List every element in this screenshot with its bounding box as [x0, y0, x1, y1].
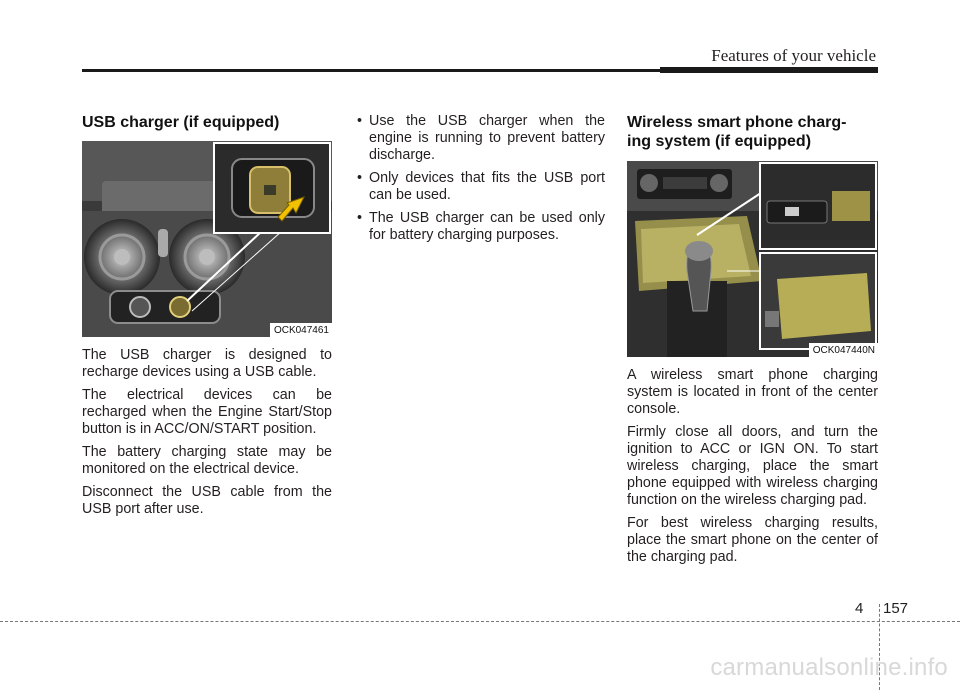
- wireless-paragraphs: [627, 367, 878, 566]
- header-title: Features of your vehicle: [711, 46, 876, 65]
- wireless-console-illustration: [627, 161, 878, 357]
- usb-paragraph: The USB charger is designed to recharge devices using a USB cable.: [82, 347, 332, 380]
- bullet-item: • Only devices that fits the USB port can be used.: [357, 170, 605, 203]
- usb-notes: [355, 113, 605, 250]
- chapter-number: 4: [855, 600, 864, 617]
- wireless-paragraph: Firmly close all doors, and turn the ignition to ACC or IGN ON. To start wireless charging, place the smart phone equipped with wireless charging function on the wireless charging pad.: [627, 424, 878, 508]
- usb-figure-code: OCK047461: [270, 323, 332, 337]
- wireless-figure-code: OCK047440N: [809, 343, 878, 357]
- footer-rule: [0, 621, 960, 622]
- usb-paragraph: Disconnect the USB cable from the USB port after use.: [82, 484, 332, 517]
- watermark: carmanualsonline.info: [710, 654, 948, 681]
- wireless-paragraph: A wireless smart phone charging system is located in front of the center console.: [627, 367, 878, 417]
- usb-bullet-list: [355, 113, 605, 244]
- usb-console-illustration: [82, 141, 332, 337]
- usb-paragraph: The battery charging state may be monitored on the electrical device.: [82, 444, 332, 477]
- bullet-text: The USB charger can be used only for battery charging purposes.: [369, 210, 605, 243]
- bullet-item: • Use the USB charger when the engine is running to prevent battery discharge.: [357, 113, 605, 163]
- bullet-item: • The USB charger can be used only for battery charging purposes.: [357, 210, 605, 243]
- header-rule-accent: [660, 67, 878, 73]
- wireless-charger-figure: [627, 161, 878, 357]
- usb-charger-figure: [82, 141, 332, 337]
- usb-paragraphs: [82, 347, 332, 518]
- wireless-section: [627, 113, 878, 572]
- wireless-paragraph: For best wireless charging results, place the smart phone on the center of the charging pad.: [627, 515, 878, 565]
- usb-paragraph: The electrical devices can be recharged when the Engine Start/Stop button is in ACC/ON/START position.: [82, 387, 332, 437]
- wireless-heading: [627, 113, 878, 151]
- bullet-text: Use the USB charger when the engine is running to prevent battery discharge.: [369, 113, 605, 163]
- usb-heading: USB charger (if equipped): [82, 114, 280, 131]
- wireless-heading-line1: Wireless smart phone charg-: [627, 114, 847, 131]
- bullet-text: Only devices that fits the USB port can be used.: [369, 170, 605, 203]
- wireless-heading-line2: ing system (if equipped): [627, 133, 812, 150]
- page-number: 157: [883, 600, 909, 617]
- usb-section: [82, 113, 332, 524]
